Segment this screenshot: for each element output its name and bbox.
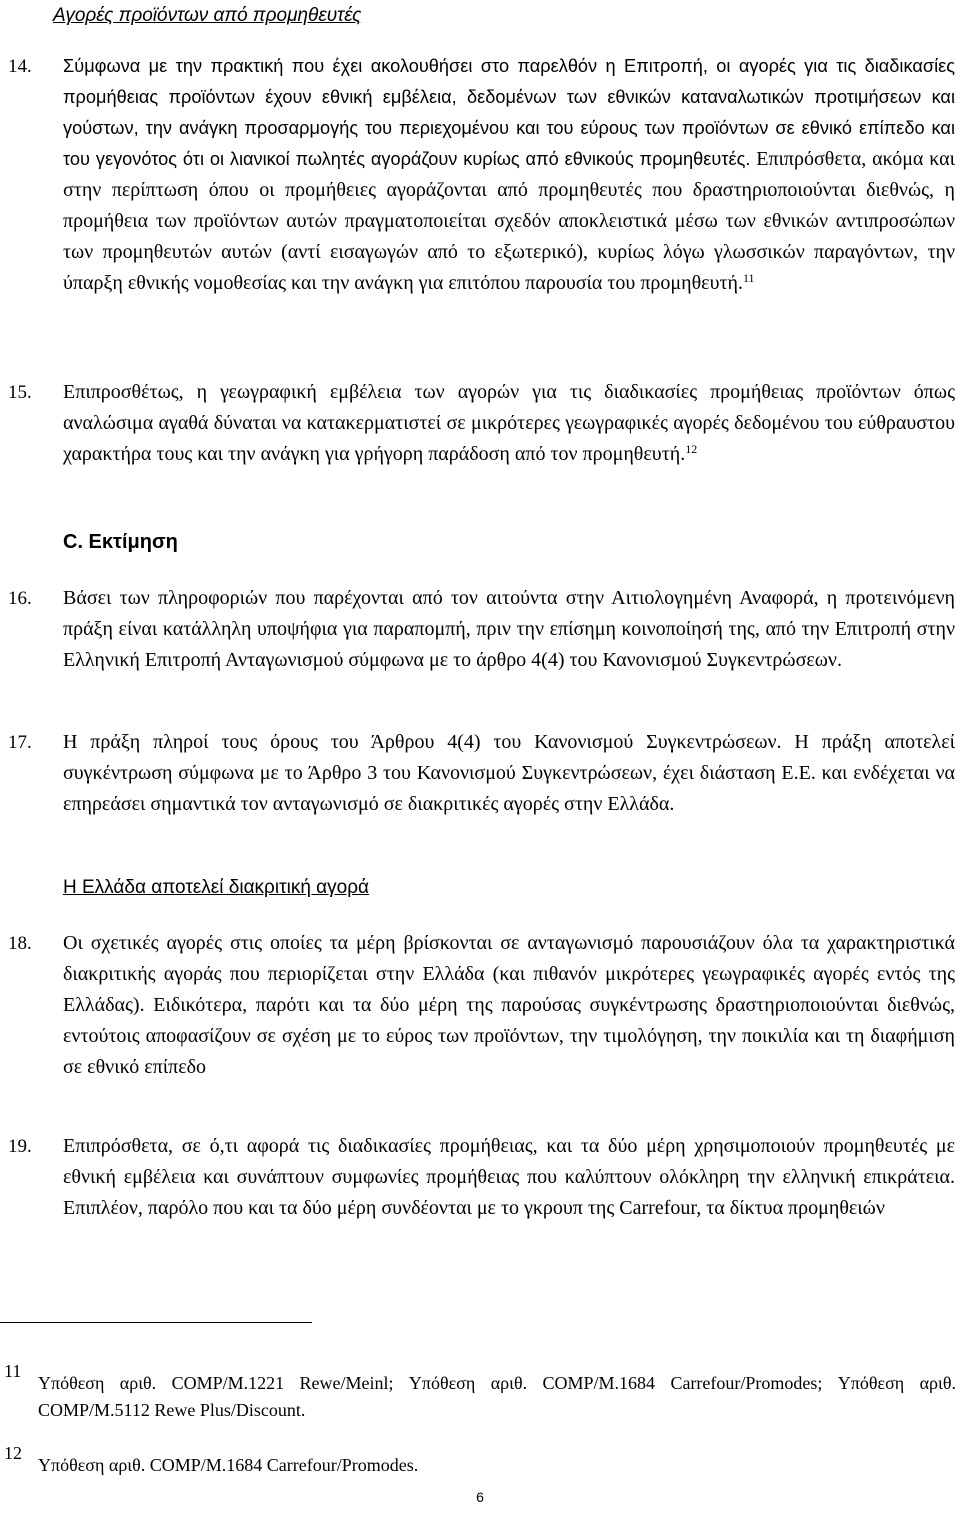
paragraph-text: Σύμφωνα με την πρακτική που έχει ακολουθήσει στο παρελθόν η Επιτροπή, οι αγορές για τις διαδικασίες προμήθειας προϊόντων έχουν εθνική εμβέλεια, δεδομένων των εθνικών καταναλωτικών προτιμήσεων και γούστων, την ανάγκη προσαρμογής του περιεχομένου και του εύρους των προϊόντων σε εθνικό επίπεδο και του γεγονότος ότι οι λιανικοί πωλητές αγοράζουν κυρίως από εθνικούς προμηθευτές.: [63, 56, 955, 169]
paragraph-18: [0, 928, 960, 1083]
section-heading-assessment: C. Εκτίμηση: [63, 531, 178, 553]
paragraph-number: 17.: [8, 732, 32, 753]
footnote-11: [0, 1361, 960, 1424]
paragraph-14: [0, 51, 960, 299]
footnote-number: 12: [4, 1443, 22, 1463]
paragraph-number: 18.: [8, 933, 32, 954]
paragraph-16: [0, 583, 960, 676]
section-heading-product-markets: Αγορές προϊόντων από προμηθευτές: [53, 5, 362, 26]
paragraph-15: [0, 377, 960, 470]
footnote-separator: [0, 1322, 312, 1323]
paragraph-number: 14.: [8, 56, 32, 77]
footnote-reference[interactable]: 12: [685, 442, 698, 456]
footnote-12: [0, 1443, 960, 1479]
section-heading-greece-market: Η Ελλάδα αποτελεί διακριτική αγορά: [63, 877, 370, 898]
footnote-text: Υπόθεση αριθ. COMP/M.1221 Rewe/Meinl; Υπόθεση αριθ. COMP/M.1684 Carrefour/Promodes; Υπόθεση αριθ. COMP/M.5112 Rewe Plus/Discount.: [38, 1373, 956, 1420]
footnote-reference[interactable]: 11: [742, 271, 755, 285]
paragraph-text-continued: Επιπρόσθετα, ακόμα και στην περίπτωση όπου οι προμήθειες αγοράζονται από προμηθευτές που δραστηριοποιούνται διεθνώς, η προμήθεια των προϊόντων αυτών πραγματοποιείται σχεδόν αποκλειστικά μέσω των εθνικών αντιπροσώπων των προμηθευτών αυτών (αντί εισαγωγών από το εξωτερικό), κυρίως λόγω γλωσσικών παραγόντων, την ύπαρξη εθνικής νομοθεσίας και την ανάγκη για επιτόπου παρουσία του προμηθευτή.: [63, 148, 955, 294]
paragraph-number: 16.: [8, 588, 32, 609]
paragraph-17: [0, 727, 960, 820]
footnote-number: 11: [4, 1361, 22, 1381]
paragraph-text: Επιπρόσθετα, σε ό,τι αφορά τις διαδικασίες προμήθειας, και τα δύο μέρη χρησιμοποιούν προμηθευτές με εθνική εμβέλεια και συνάπτουν συμφωνίες προμήθειας που καλύπτουν ολόκληρη την ελληνική επικράτεια. Επιπλέον, παρόλο που και τα δύο μέρη συνδέονται με το γκρουπ της Carrefour, τα δίκτυα προμηθειών: [63, 1135, 955, 1219]
paragraph-number: 19.: [8, 1136, 32, 1157]
page-number: 6: [476, 1489, 484, 1505]
paragraph-text: Η πράξη πληροί τους όρους του Άρθρου 4(4) του Κανονισμού Συγκεντρώσεων. Η πράξη αποτελεί συγκέντρωση σύμφωνα με το Άρθρο 3 του Κανονισμού Συγκεντρώσεων, έχει διάσταση Ε.Ε. και ενδέχεται να επηρεάσει σημαντικά τον ανταγωνισμό σε διακριτικές αγορές στην Ελλάδα.: [63, 731, 955, 815]
paragraph-number: 15.: [8, 382, 32, 403]
paragraph-19: [0, 1131, 960, 1224]
paragraph-text: Οι σχετικές αγορές στις οποίες τα μέρη βρίσκονται σε ανταγωνισμό παρουσιάζουν όλα τα χαρακτηριστικά διακριτικής αγοράς που περιορίζεται στην Ελλάδα (και πιθανόν μικρότερες γεωγραφικές αγορές εντός της Ελλάδας). Ειδικότερα, παρότι και τα δύο μέρη της παρούσας συγκέντρωσης δραστηριοποιούνται διεθνώς, εντούτοις αποφασίζουν σε σχέση με το εύρος των προϊόντων, την τιμολόγηση, την ποικιλία και τη διαφήμιση σε εθνικό επίπεδο: [63, 932, 955, 1078]
paragraph-text: Βάσει των πληροφοριών που παρέχονται από τον αιτούντα στην Αιτιολογημένη Αναφορά, η προτεινόμενη πράξη είναι κατάλληλη υποψήφια για παραπομπή, πριν την επίσημη κοινοποίησή της, από την Επιτροπή στην Ελληνική Επιτροπή Ανταγωνισμού σύμφωνα με το άρθρο 4(4) του Κανονισμού Συγκεντρώσεων.: [63, 587, 955, 671]
footnote-text: Υπόθεση αριθ. COMP/M.1684 Carrefour/Promodes.: [38, 1455, 419, 1475]
paragraph-text: Επιπροσθέτως, η γεωγραφική εμβέλεια των αγορών για τις διαδικασίες προμήθειας προϊόντων όπως αναλώσιμα αγαθά δύναται να κατακερματιστεί σε μικρότερες γεωγραφικές αγορές δεδομένου του εύθραυστου χαρακτήρα τους και την ανάγκη για γρήγορη παράδοση από τον προμηθευτή.: [63, 381, 955, 465]
